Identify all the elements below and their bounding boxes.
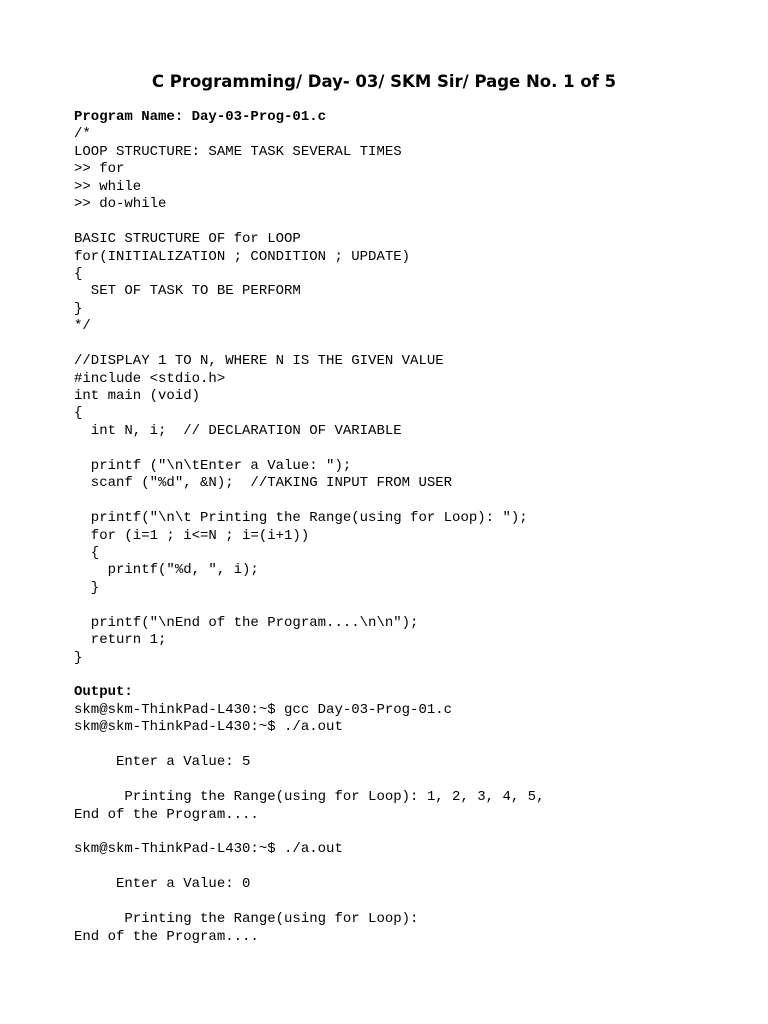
code-line: printf("%d, ", i); <box>74 562 259 579</box>
code-listing <box>74 109 544 946</box>
code-line: printf("\nEnd of the Program....\n\n"); <box>74 614 419 631</box>
code-line: >> for <box>74 161 125 178</box>
code-line <box>74 493 544 510</box>
code-line: printf ("\n\tEnter a Value: "); <box>74 457 352 474</box>
code-line <box>74 336 544 353</box>
code-line <box>74 667 544 684</box>
code-line: } <box>74 300 83 317</box>
code-line: } <box>74 579 100 596</box>
code-line: printf("\n\t Printing the Range(using for Loop): "); <box>74 510 528 527</box>
code-line <box>74 440 544 457</box>
code-line: int N, i; // DECLARATION OF VARIABLE <box>74 422 402 439</box>
code-line: End of the Program.... <box>74 928 259 945</box>
code-line: int main (void) <box>74 388 201 404</box>
code-line <box>74 824 544 841</box>
code-line: scanf ("%d", &N); //TAKING INPUT FROM USER <box>74 475 453 492</box>
code-line: return 1; <box>74 632 167 649</box>
code-line: >> do-while <box>74 196 167 213</box>
code-line: skm@skm-ThinkPad-L430:~$ ./a.out <box>74 719 343 736</box>
page-title: C Programming/ Day- 03/ SKM Sir/ Page No. 1 of 5 <box>151 72 617 91</box>
code-line: BASIC STRUCTURE OF for LOOP <box>74 231 301 248</box>
code-line: Printing the Range(using for Loop): 1, 2, 3, 4, 5, <box>74 789 545 806</box>
code-line: skm@skm-ThinkPad-L430:~$ gcc Day-03-Prog-01.c <box>74 701 453 718</box>
code-line: { <box>74 544 100 561</box>
code-line <box>74 737 544 754</box>
code-line: { <box>74 265 83 282</box>
code-line: } <box>74 649 83 666</box>
code-line: /* <box>74 126 91 143</box>
code-line <box>74 772 544 789</box>
code-line: LOOP STRUCTURE: SAME TASK SEVERAL TIMES <box>74 143 402 160</box>
section-heading: Program Name: Day-03-Prog-01.c <box>74 109 327 125</box>
code-line <box>74 894 544 911</box>
code-line: >> while <box>74 178 142 195</box>
code-line: for(INITIALIZATION ; CONDITION ; UPDATE) <box>74 248 411 265</box>
code-line: Enter a Value: 5 <box>74 754 251 771</box>
code-line <box>74 214 544 231</box>
code-line: for (i=1 ; i<=N ; i=(i+1)) <box>74 527 310 544</box>
code-line: #include <stdio.h> <box>74 370 226 387</box>
code-line <box>74 859 544 876</box>
code-line: Enter a Value: 0 <box>74 876 251 893</box>
code-line: SET OF TASK TO BE PERFORM <box>74 283 301 300</box>
code-line: End of the Program.... <box>74 806 259 823</box>
code-line: //DISPLAY 1 TO N, WHERE N IS THE GIVEN VALUE <box>74 353 444 370</box>
code-line: skm@skm-ThinkPad-L430:~$ ./a.out <box>74 841 343 858</box>
code-line: { <box>74 405 83 422</box>
code-line: Printing the Range(using for Loop): <box>74 911 419 928</box>
code-line: */ <box>74 318 91 335</box>
code-line <box>74 597 544 614</box>
section-heading: Output: <box>74 684 133 701</box>
